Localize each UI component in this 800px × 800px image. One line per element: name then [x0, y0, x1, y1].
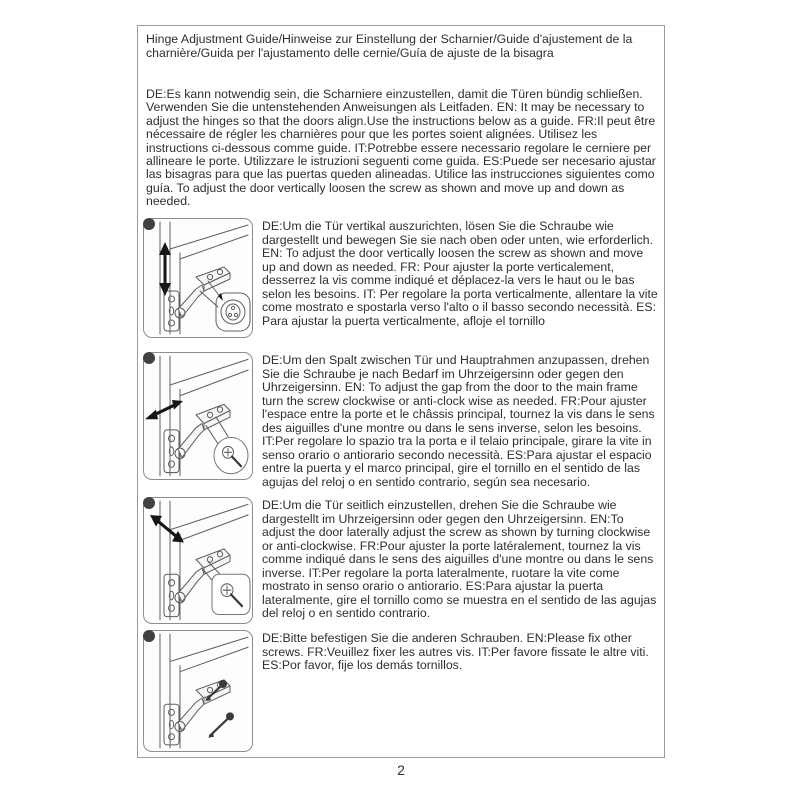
- corner-dot-icon: [143, 352, 155, 364]
- loose-screw-icon: [208, 712, 234, 737]
- section-text: DE:Um den Spalt zwischen Tür und Hauptrahmen anzupassen, drehen Sie die Schraube je nach Bedarf im Uhrzeigersinn oder gegen den Uhrzeigersinn. EN: To adjust the gap from the door to the main frame turn the screw clockwise or anti-clock wise as needed. FR:Pour ajuster l'espace entre la porte et le châssis principal, tournez la vis dans le sens des aiguilles d'une montre ou dans le sens inverse, selon les besoins. IT:Per regolare lo spazio tra la porta e il telaio principale, girare la vite in senso orario o antiorario secondo necessità. ES:Para ajustar el espacio entre la puerta y el marco principal, gire el tornillo en el sentido de las agujas del reloj o en sentido contrario, según sea necesario.: [262, 353, 655, 489]
- document-border-frame: [137, 25, 665, 758]
- section-gap-adjustment: [143, 352, 658, 489]
- hinge-lines: [164, 680, 230, 745]
- hinge-lateral-adjust-diagram: [143, 497, 253, 624]
- diagonal-arrow-icon: [150, 515, 184, 543]
- in-out-arrow-icon: [145, 400, 183, 419]
- section-text: DE:Bitte befestigen Sie die anderen Schrauben. EN:Please fix other screws. FR:Veuillez fixer les autres vis. IT:Per favore fissate le altre viti. ES:Por favor, fije los demás tornillos.: [262, 631, 649, 672]
- hinge-diagram-lateral-svg: [144, 498, 252, 623]
- page-title: Hinge Adjustment Guide/Hinweise zur Einstellung der Scharnier/Guide d'ajustement de la charnière/Guida per l'ajustamento delle cernie/Guía de ajuste de la bisagra: [146, 32, 633, 60]
- section-text: DE:Um die Tür vertikal auszurichten, lösen Sie die Schraube wie dargestellt und bewegen Sie sie nach oben oder unten, wie erforderlich. EN: To adjust the door vertically loosen the screw as shown and move up and down as needed. FR: Pour ajuster la porte verticalement, desserrez la vis comme indiqué et déplacez-la vers le haut ou le bas selon les besoins. IT: Per regolare la porta verticalmente, allentare la vite come mostrato e spostarla verso l'alto o il basso secondo necessità. ES: Para ajustar la puerta verticalmente, afloje el tornillo: [262, 219, 658, 328]
- hinge-diagram-vertical-svg: [144, 219, 252, 337]
- hinge-lines: [164, 267, 230, 331]
- corner-dot-icon: [143, 218, 155, 230]
- intro-paragraph: DE:Es kann notwendig sein, die Scharniere einzustellen, damit die Türen bündig schließen. Verwenden Sie die untenstehenden Anweisungen als Leitfaden. EN: It may be necessary to adjust the hinges so that the doors align.Use the instructions below as a guide. FR:Il peut être nécessaire de régler les charnières pour que les portes soient alignées. Utilisez les instructions ci-dessous comme guide. IT:Potrebbe essere necessario regolare le cerniere per allineare le porte. Utilizzare le istruzioni seguenti come guida. ES:Puede ser necesario ajustar las bisagras para que las puertas queden alineadas. Utilice las instrucciones siguientes como guía. To adjust the door vertically loosen the screw as shown and move up and down as needed.: [146, 87, 656, 209]
- corner-dot-icon: [143, 497, 155, 509]
- hinge-diagram-gap-svg: [144, 353, 252, 479]
- corner-dot-icon: [143, 630, 155, 642]
- up-down-arrow-icon: [159, 242, 171, 296]
- page-number: 2: [397, 762, 405, 778]
- section-vertical-adjustment: [143, 218, 658, 328]
- hinge-vertical-adjust-diagram: [143, 218, 253, 338]
- hinge-diagram-screws-svg: [144, 631, 252, 751]
- section-fix-other-screws: [143, 630, 658, 673]
- hinge-fix-screws-diagram: [143, 630, 253, 752]
- section-text: DE:Um die Tür seitlich einzustellen, drehen Sie die Schraube wie dargestellt im Uhrzeigersinn oder gegen den Uhrzeigersinn. EN:To adjust the door laterally adjust the screw as shown by turning clockwise or anti-clockwise. FR:Pour ajuster la porte latéralement, tournez la vis comme indiqué dans le sens des aiguilles d'une montre ou dans le sens inverse. IT:Per regolare la porta lateralmente, ruotare la vite come mostrato in senso orario o antiorario. ES:Para ajustar la puerta lateralmente, gire el tornillo como se muestra en el sentido de las agujas del reloj o en sentido contrario.: [262, 498, 657, 620]
- section-lateral-adjustment: [143, 497, 658, 621]
- hinge-gap-adjust-diagram: [143, 352, 253, 480]
